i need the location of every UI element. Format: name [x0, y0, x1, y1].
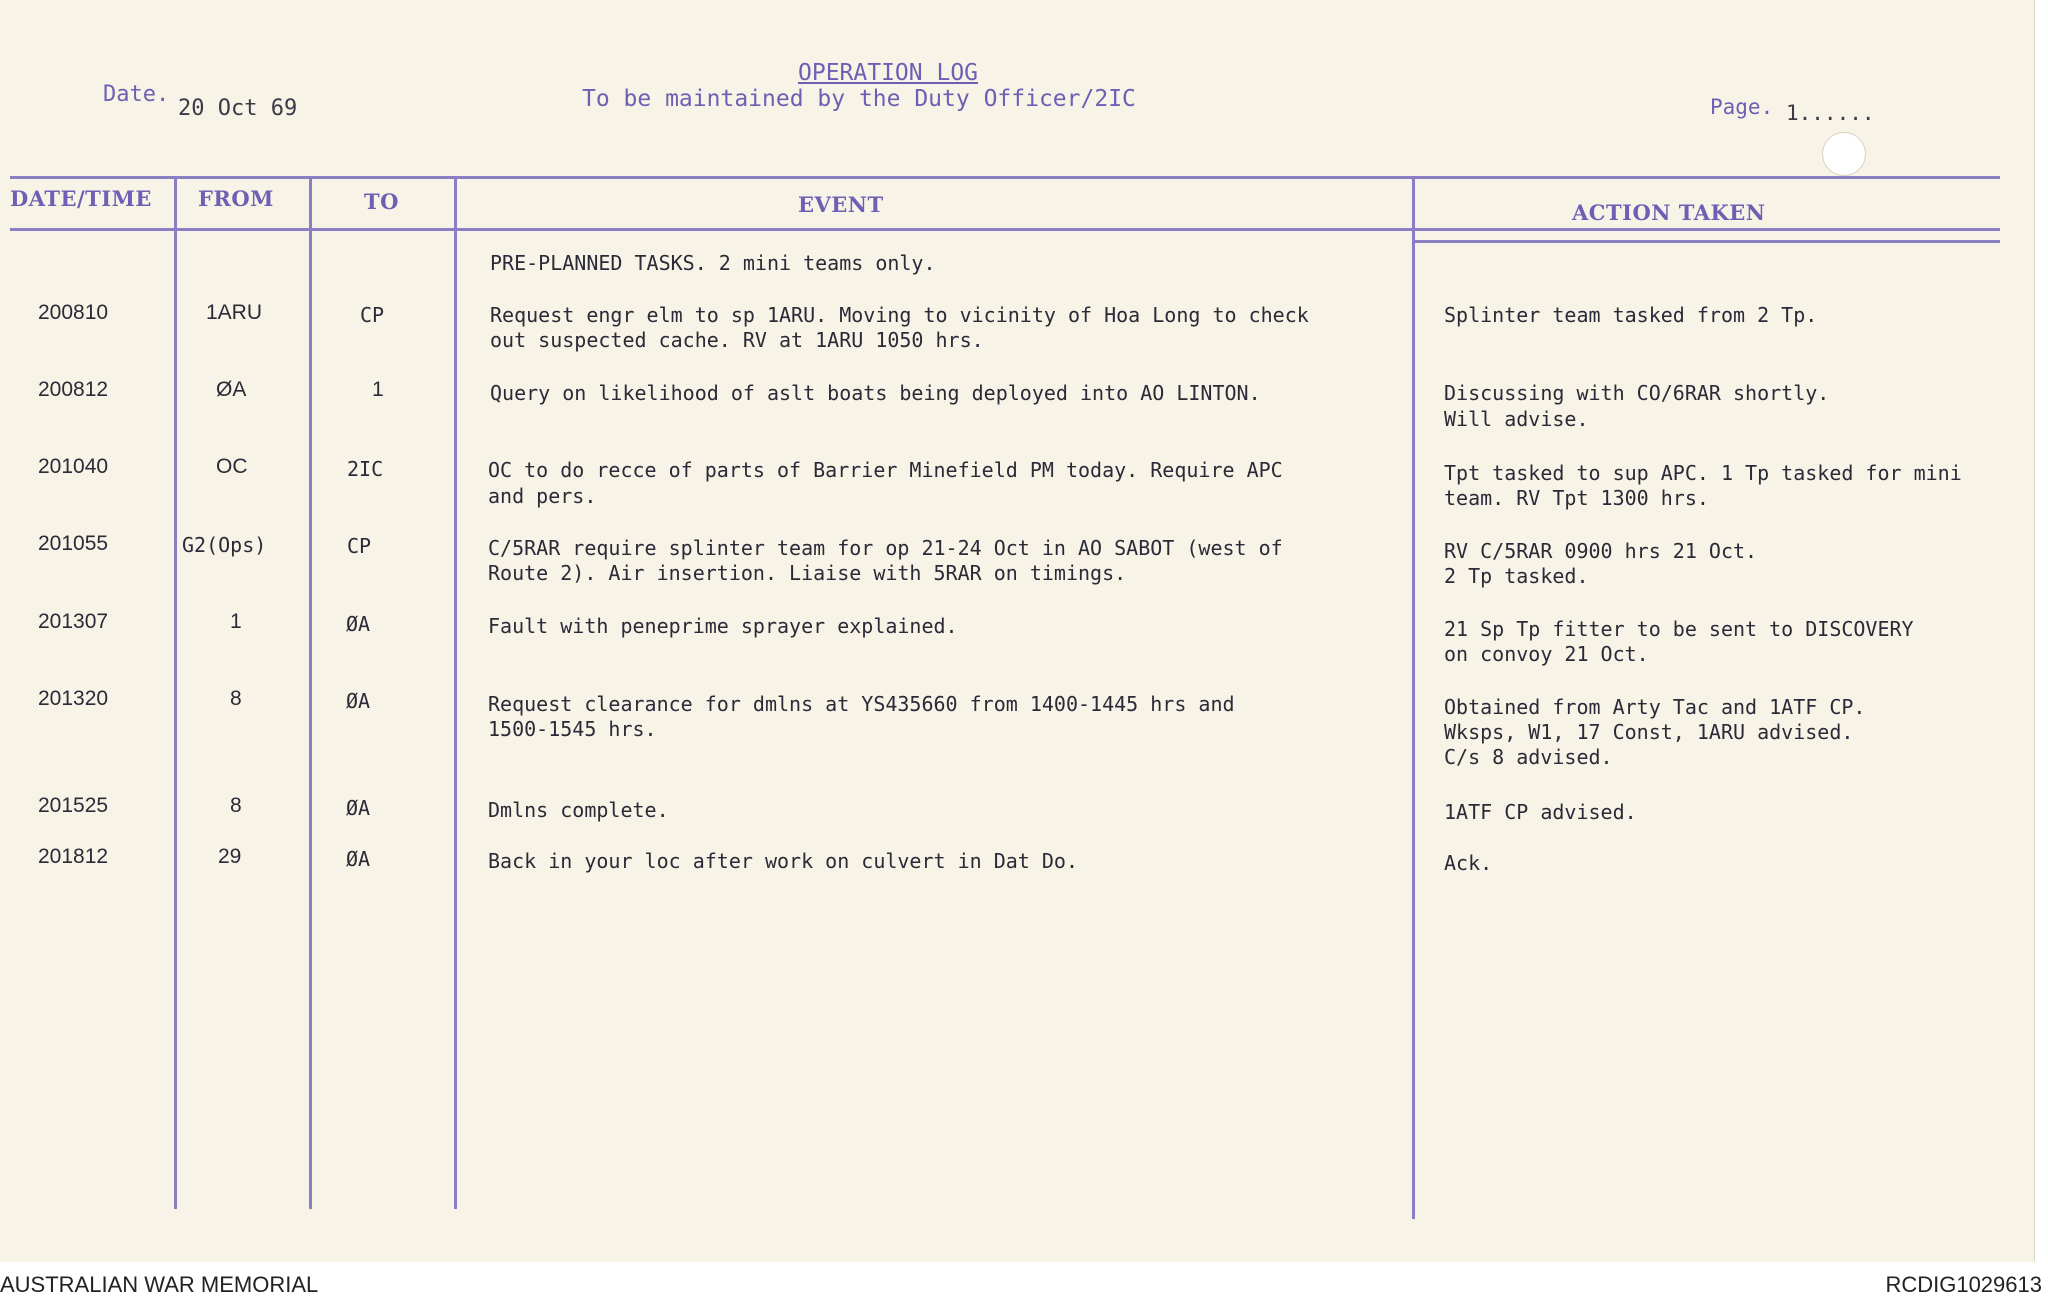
row-time: 200810 [38, 301, 109, 324]
row-from: OC [216, 455, 248, 478]
row-time: 201040 [38, 455, 109, 478]
row-action-line: 2 Tp tasked. [1444, 564, 1589, 588]
page-subtitle: To be maintained by the Duty Officer/2IC [582, 86, 1136, 112]
row-to: CP [347, 534, 372, 558]
row-to: CP [360, 303, 385, 327]
row-action-line: Tpt tasked to sup APC. 1 Tp tasked for mini [1444, 461, 1962, 485]
col-header-from: FROM [198, 186, 274, 211]
row-event-line: Back in your loc after work on culvert in Dat Do. [488, 849, 1079, 873]
row-to: ØA [346, 612, 371, 636]
row-time: 201055 [38, 532, 109, 555]
row-action-line: 21 Sp Tp fitter to be sent to DISCOVERY [1444, 617, 1914, 641]
row-event-line: Dmlns complete. [488, 798, 669, 822]
row-from: ØA [216, 378, 247, 401]
footer-reference: RCDIG1029613 [1885, 1272, 2042, 1297]
row-action-line: Wksps, W1, 17 Const, 1ARU advised. [1444, 720, 1854, 744]
col-header-to: TO [364, 189, 399, 214]
page-number: 1...... [1786, 101, 1875, 125]
row-to: 2IC [347, 457, 384, 481]
row-event-line: out suspected cache. RV at 1ARU 1050 hrs. [490, 328, 984, 352]
row-action-line: Will advise. [1444, 407, 1589, 431]
row-event-line: Fault with peneprime sprayer explained. [488, 614, 958, 638]
row-event-line: and pers. [488, 484, 597, 508]
row-action-line: on convoy 21 Oct. [1444, 642, 1649, 666]
row-to: ØA [346, 689, 371, 713]
row-event-line: OC to do recce of parts of Barrier Minefield PM today. Require APC [488, 458, 1283, 482]
row-action-line: RV C/5RAR 0900 hrs 21 Oct. [1444, 539, 1758, 563]
action-header-rule [1414, 240, 2000, 243]
row-from: 1ARU [206, 301, 263, 324]
date-value: 20 Oct 69 [178, 96, 298, 121]
column-divider-3 [454, 176, 457, 1209]
page-title: OPERATION LOG [798, 60, 979, 86]
row-time: 201525 [38, 794, 109, 817]
page-label: Page. [1710, 95, 1774, 119]
row-to: 1 [372, 378, 384, 401]
column-divider-2 [309, 176, 312, 1209]
row-to: ØA [346, 847, 371, 871]
row-time: 200812 [38, 378, 109, 401]
row-event-line: Route 2). Air insertion. Liaise with 5RAR on timings. [488, 561, 1127, 585]
row-from: 29 [218, 845, 242, 868]
row-from: 1 [230, 610, 242, 633]
row-from: 8 [230, 794, 242, 817]
row-from: 8 [230, 687, 242, 710]
col-header-event: EVENT [798, 192, 884, 217]
row-action-line: 1ATF CP advised. [1444, 800, 1637, 824]
col-header-datetime: DATE/TIME [10, 186, 152, 211]
row-event-line: 1500-1545 hrs. [488, 717, 657, 741]
column-divider-1 [174, 176, 177, 1209]
row-event-line: Query on likelihood of aslt boats being deployed into AO LINTON. [490, 381, 1261, 405]
row-to: ØA [346, 796, 371, 820]
row-action-line: Ack. [1444, 851, 1493, 875]
preamble-text: PRE-PLANNED TASKS. 2 mini teams only. [490, 251, 936, 275]
row-action-line: Discussing with CO/6RAR shortly. [1444, 381, 1830, 405]
row-time: 201812 [38, 845, 109, 868]
date-label: Date. [103, 82, 170, 107]
col-header-action: ACTION TAKEN [1572, 200, 1766, 225]
row-action-line: C/s 8 advised. [1444, 745, 1613, 769]
row-event-line: C/5RAR require splinter team for op 21-24 Oct in AO SABOT (west of [488, 536, 1283, 560]
row-action-line: team. RV Tpt 1300 hrs. [1444, 486, 1709, 510]
row-action-line: Obtained from Arty Tac and 1ATF CP. [1444, 695, 1866, 719]
row-event-line: Request clearance for dmlns at YS435660 from 1400-1445 hrs and [488, 692, 1235, 716]
column-divider-4 [1412, 176, 1415, 1219]
row-time: 201307 [38, 610, 109, 633]
row-event-line: Request engr elm to sp 1ARU. Moving to vicinity of Hoa Long to check [490, 303, 1309, 327]
footer-credit: AUSTRALIAN WAR MEMORIAL [0, 1272, 319, 1297]
row-time: 201320 [38, 687, 109, 710]
row-action-line: Splinter team tasked from 2 Tp. [1444, 303, 1818, 327]
row-from: G2(Ops) [182, 533, 267, 557]
punch-hole [1822, 132, 1866, 176]
